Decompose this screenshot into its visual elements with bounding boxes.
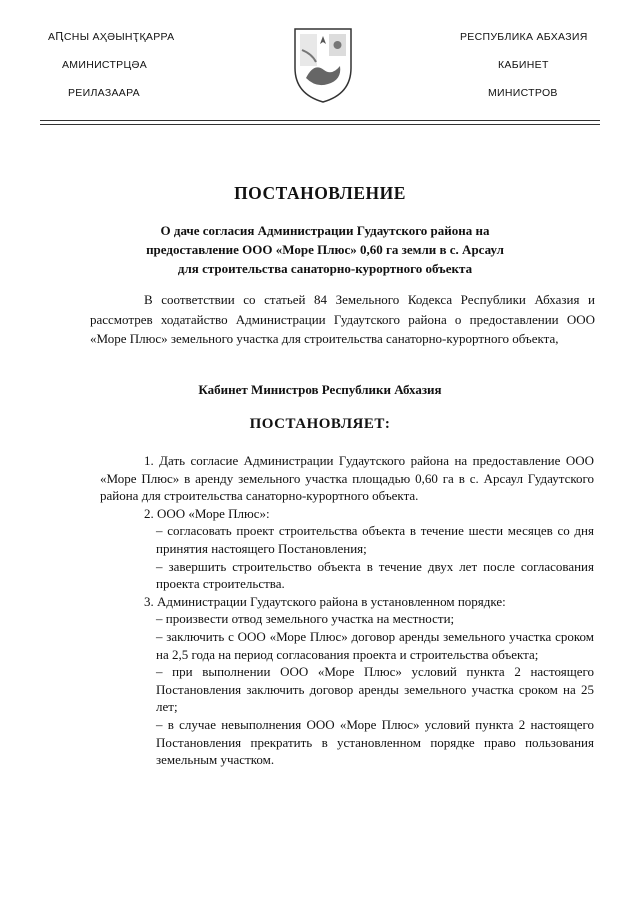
- header-right: [460, 30, 588, 114]
- header-right-line-2: КАБИНЕТ: [498, 59, 549, 71]
- item-1: 1. Дать согласие Администрации Гудаутского района на предоставление ООО «Море Плюс» в аренду земельного участка площадью 0,60 га в с. Арсаул Гудаутского района для строительства санаторно-курортного объекта.: [100, 453, 594, 504]
- document-title: ПОСТАНОВЛЕНИЕ: [234, 183, 406, 203]
- item-2-sub-b: – завершить строительство объекта в течение двух лет после согласования проекта строительства.: [156, 558, 594, 592]
- subtitle-line-2: предоставление ООО «Море Плюс» 0,60 га земли в с. Арсаул: [146, 242, 504, 257]
- header-left-line-3: РЕИЛАЗААРА: [68, 87, 140, 99]
- header-divider-bottom: [40, 124, 600, 125]
- header-right-line-1: РЕСПУБЛИКА АБХАЗИЯ: [460, 31, 588, 43]
- item-3-sub-d: – в случае невыполнения ООО «Море Плюс» условий пункта 2 настоящего Постановления прекратить в установленном порядке право пользования земельным участком.: [156, 716, 594, 768]
- item-3-sub-c: – при выполнении ООО «Море Плюс» условий пункта 2 настоящего Постановления заключить договор аренды земельного участка сроком на 25 лет;: [156, 664, 594, 715]
- state-emblem-icon: [292, 26, 354, 104]
- subtitle-line-1: О даче согласия Администрации Гудаутского района на: [160, 223, 490, 238]
- item-3-sub-a: – произвести отвод земельного участка на местности;: [156, 611, 455, 627]
- decree-body: [100, 452, 594, 769]
- header-right-line-3: МИНИСТРОВ: [488, 87, 558, 99]
- item-3-sub-b: – заключить с ООО «Море Плюс» договор аренды земельного участка сроком на 2,5 года на период согласования проекта и строительства объекта;: [156, 628, 594, 662]
- header-left-line-2: АМИНИСТРЦӘА: [62, 59, 148, 71]
- header-left: [48, 30, 174, 114]
- decree-heading: ПОСТАНОВЛЯЕТ:: [249, 416, 391, 432]
- item-2-sub-a: – согласовать проект строительства объекта в течение шести месяцев со дня принятия настоящего Постановления;: [156, 523, 594, 556]
- item-2: 2. ООО «Море Плюс»:: [144, 505, 270, 521]
- cabinet-heading: Кабинет Министров Республики Абхазия: [198, 382, 442, 397]
- item-3: 3. Администрации Гудаутского района в установленном порядке:: [144, 593, 506, 609]
- document-subtitle: [90, 221, 560, 278]
- header-left-line-1: АԤСНЫ АҲӘЫНҬҚАРРА: [48, 31, 175, 43]
- preamble-paragraph: В соответствии со статьей 84 Земельного Кодекса Республики Абхазия и рассмотрев ходатайство Администрации Гудаутского района о предоставлении ООО «Море Плюс» земельного участка для строительства санаторно-курортного объекта,: [90, 292, 595, 346]
- header-divider-top: [40, 120, 600, 121]
- subtitle-line-3: для строительства санаторно-курортного объекта: [177, 261, 473, 276]
